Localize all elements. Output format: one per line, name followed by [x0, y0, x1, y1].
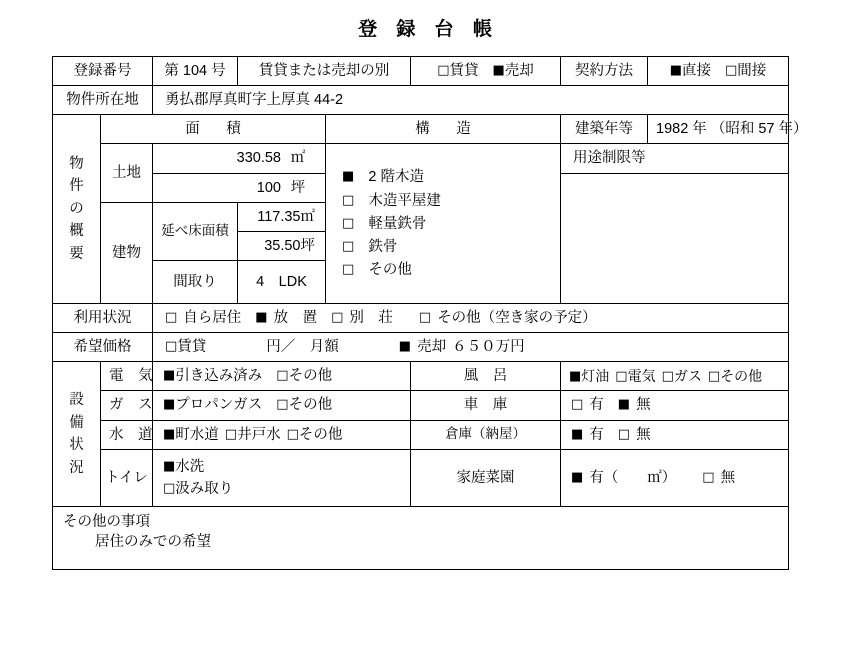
price-options	[153, 333, 788, 361]
structure-option-0-label: 2 階木造	[368, 169, 424, 186]
checkbox-usage-2-icon[interactable]: □	[331, 310, 344, 325]
table-row-overview-header	[53, 115, 789, 144]
table-row-price	[53, 333, 789, 362]
option-rent-label: 賃貸	[449, 63, 479, 79]
notes-value: 居住のみでの希望	[95, 534, 211, 550]
contract-method-value-cell	[648, 57, 789, 86]
checkbox-electricity-0-icon[interactable]: ■	[163, 368, 176, 384]
usage-status-label: 利用状況	[73, 310, 132, 326]
facility-bath-option-3[interactable]	[708, 368, 762, 386]
facility-electricity-option-0[interactable]	[163, 367, 262, 385]
table-row-address	[53, 86, 789, 115]
structure-option-4-label: その他	[368, 261, 412, 278]
facility-bath-options	[561, 363, 788, 391]
facility-storage-options	[561, 421, 788, 449]
facilities-side-label	[53, 389, 100, 479]
price-option-rent-label: 賃貸	[177, 339, 207, 356]
facility-toilet-options	[153, 450, 410, 506]
usage-option-0-label: 自ら居住	[183, 310, 242, 326]
area-header: 面 積	[185, 121, 247, 138]
facility-electricity-options	[153, 362, 410, 390]
floor-area-tsubo-value: 35.50	[264, 237, 301, 254]
overview-side-label-c3: 概	[69, 223, 84, 240]
facility-toilet-value-cell	[153, 449, 411, 506]
facility-gas-options	[153, 391, 410, 419]
facility-water-value-cell	[153, 420, 411, 449]
facility-gas-option-1-label: その他	[288, 397, 333, 414]
facility-toilet-option-0[interactable]	[163, 456, 410, 478]
contract-method-label-cell	[561, 57, 648, 86]
structure-option-3[interactable]	[342, 235, 560, 258]
checkbox-direct-icon[interactable]: ■	[669, 63, 682, 78]
facility-water-options	[153, 421, 410, 449]
checkbox-garage-1-icon[interactable]: ■	[617, 397, 631, 413]
facility-garden-value-cell	[561, 449, 789, 506]
facility-water-option-1[interactable]	[225, 426, 281, 444]
land-area-sqm-cell	[153, 144, 326, 173]
registration-number-label: 登録番号	[73, 63, 132, 79]
checkbox-garage-0-icon[interactable]: □	[571, 397, 584, 413]
usage-option-1[interactable]	[255, 309, 317, 327]
building-label: 建物	[112, 244, 141, 261]
facility-garage-option-1-label: 無	[636, 397, 651, 414]
checkbox-structure-2-icon[interactable]: □	[342, 215, 355, 231]
facility-electricity-option-0-label: 引き込み済み	[175, 368, 263, 385]
structure-header-cell	[326, 115, 561, 144]
facility-water-label-cell	[101, 420, 153, 449]
transaction-type-label: 賃貸または売却の別	[258, 63, 390, 79]
checkbox-usage-0-icon[interactable]: □	[165, 310, 178, 325]
usage-status-label-cell	[53, 304, 153, 333]
price-label-cell	[53, 333, 153, 362]
price-rent-unit: 円／ 月額	[266, 339, 339, 356]
overview-side-label	[53, 153, 100, 265]
structure-option-3-label: 鉄骨	[368, 238, 398, 255]
checkbox-bath-2-icon[interactable]: □	[661, 368, 674, 384]
facility-toilet-option-1[interactable]	[163, 478, 410, 500]
checkbox-storage-0-icon[interactable]: ■	[571, 426, 584, 442]
layout-label: 間取り	[173, 273, 217, 290]
floor-area-label: 延べ床面積	[161, 222, 229, 238]
facility-water-label: 水 道	[109, 426, 153, 443]
floor-area-tsubo-unit: 坪	[300, 237, 315, 254]
facility-bath-option-0-label: 灯油	[581, 367, 610, 384]
registration-number-value: 第 104 号	[164, 63, 226, 79]
transaction-type-options	[411, 57, 560, 85]
facility-water-option-2[interactable]	[287, 426, 343, 444]
overview-side-label-c2: の	[69, 200, 84, 217]
facility-gas-option-0[interactable]	[163, 396, 262, 414]
table-row-land-sqm	[53, 144, 789, 173]
land-label: 土地	[112, 164, 141, 181]
checkbox-bath-0-icon[interactable]: ■	[569, 368, 582, 384]
facility-bath-option-0[interactable]	[569, 368, 609, 386]
checkbox-toilet-1-icon[interactable]: □	[163, 480, 176, 496]
facility-garage-label: 車 庫	[463, 397, 508, 414]
facility-garage-label-cell	[411, 391, 561, 420]
checkbox-indirect-icon[interactable]: □	[725, 63, 738, 78]
table-row-facility-toilet	[53, 449, 789, 506]
land-area-tsubo-row	[153, 174, 325, 202]
checkbox-water-2-icon[interactable]: □	[286, 426, 299, 442]
table-row-facility-electricity	[53, 362, 789, 391]
checkbox-garden-0-icon[interactable]: ■	[571, 469, 584, 485]
build-year-label-cell	[561, 115, 648, 144]
facility-bath-option-1-label: 電気	[627, 367, 656, 384]
checkbox-water-1-icon[interactable]: □	[224, 426, 238, 442]
build-year-label: 建築年等	[575, 121, 633, 138]
facility-garage-value-cell	[561, 391, 789, 420]
build-year-value-cell	[648, 115, 808, 144]
usage-restriction-label: 用途制限等	[573, 150, 646, 167]
facility-storage-value-cell	[561, 420, 789, 449]
floor-area-values-cell	[238, 202, 326, 260]
checkbox-usage-3-icon[interactable]: □	[418, 310, 432, 325]
address-value-cell	[153, 86, 789, 115]
structure-option-2-label: 軽量鉄骨	[368, 215, 427, 232]
notes-label: その他の事項	[63, 513, 150, 530]
facilities-side-label-c0: 設	[69, 392, 84, 409]
table-row-facility-water	[53, 420, 789, 449]
checkbox-rent-icon[interactable]: □	[437, 63, 450, 78]
facility-water-option-0-label: 町水道	[175, 426, 219, 443]
facility-garage-option-0[interactable]	[571, 396, 604, 414]
option-sale[interactable]	[493, 62, 534, 80]
checkbox-storage-1-icon[interactable]: □	[617, 426, 631, 442]
land-area-tsubo-unit: 坪	[290, 179, 306, 196]
address-label: 物件所在地	[66, 92, 139, 109]
table-row-notes	[53, 506, 789, 569]
facility-storage-option-0-label: 有	[589, 426, 604, 443]
facility-bath-label-cell	[411, 362, 561, 391]
checkbox-structure-3-icon[interactable]: □	[342, 238, 355, 254]
checkbox-bath-3-icon[interactable]: □	[707, 368, 721, 384]
facility-bath-value-cell	[561, 362, 789, 391]
structure-option-0[interactable]	[342, 166, 560, 189]
land-area-tsubo-cell	[153, 173, 326, 202]
checkbox-toilet-0-icon[interactable]: ■	[163, 458, 176, 474]
facility-water-option-0[interactable]	[163, 426, 219, 444]
facility-storage-label: 倉庫（納屋）	[445, 426, 526, 442]
notes-block	[53, 507, 788, 569]
usage-status-options	[153, 304, 788, 332]
facilities-side-label-cell	[53, 362, 101, 507]
contract-method-label: 契約方法	[575, 63, 633, 79]
facility-garden-options	[561, 464, 788, 492]
facility-garage-options	[561, 391, 788, 419]
table-row-facility-gas	[53, 391, 789, 420]
facility-storage-option-1[interactable]	[618, 426, 651, 444]
facility-toilet-label-cell	[101, 449, 153, 506]
structure-option-4[interactable]	[342, 258, 560, 281]
facility-garage-option-1[interactable]	[618, 396, 651, 414]
facility-gas-label: ガ ス	[109, 397, 153, 414]
contract-method-options	[648, 57, 788, 85]
facility-garden-label-cell	[411, 449, 561, 506]
floor-area-label-cell	[153, 202, 238, 260]
checkbox-structure-4-icon[interactable]: □	[342, 261, 355, 277]
facility-bath-option-2-label: ガス	[673, 367, 702, 384]
overview-side-label-c4: 要	[69, 245, 84, 262]
overview-side-label-cell	[53, 115, 101, 304]
structure-option-1-label: 木造平屋建	[368, 192, 441, 209]
facility-toilet-label: トイレ	[105, 469, 148, 486]
structure-options-list	[326, 160, 560, 288]
overview-side-label-c1: 件	[69, 178, 84, 195]
option-direct-label: 直接	[682, 63, 711, 79]
usage-restriction-value-cell[interactable]	[561, 173, 789, 304]
usage-option-2[interactable]	[331, 309, 393, 327]
floor-area-tsubo-row	[238, 232, 325, 260]
price-option-rent[interactable]	[165, 338, 206, 356]
address-label-cell	[53, 86, 153, 115]
land-area-sqm-value: 330.58	[236, 150, 281, 167]
floor-area-sqm-row	[238, 203, 325, 232]
facility-garden-option-1-label: 無	[720, 469, 736, 486]
structure-header: 構 造	[415, 121, 477, 138]
table-row-registration	[53, 57, 789, 86]
transaction-type-value-cell	[411, 57, 561, 86]
registration-number-label-cell	[53, 57, 153, 86]
facilities-side-label-c2: 状	[69, 437, 84, 454]
facility-electricity-label-cell	[101, 362, 153, 391]
facility-electricity-option-1-label: その他	[288, 368, 333, 385]
option-indirect-label: 間接	[737, 63, 767, 79]
checkbox-garden-1-icon[interactable]: □	[702, 469, 715, 485]
floor-area-sqm-value: 117.35	[257, 208, 301, 225]
layout-value-cell	[238, 260, 326, 303]
facility-bath-option-2[interactable]	[662, 368, 702, 386]
registration-ledger-table	[52, 56, 808, 570]
floor-area-sqm-unit: ㎡	[300, 208, 315, 225]
checkbox-usage-1-icon[interactable]: ■	[255, 310, 268, 325]
usage-restriction-label-cell	[561, 144, 789, 173]
facility-bath-label: 風 呂	[463, 368, 508, 385]
facility-storage-option-1-label: 無	[636, 426, 651, 443]
price-label: 希望価格	[73, 339, 132, 356]
overview-side-label-c0: 物	[69, 155, 84, 172]
structure-options-cell	[326, 144, 561, 304]
option-sale-label: 売却	[504, 63, 534, 79]
table-row-usage-status	[53, 304, 789, 333]
facility-toilet-option-1-label: 汲み取り	[175, 480, 234, 497]
page-title: 登 録 台 帳	[358, 19, 499, 40]
checkbox-bath-1-icon[interactable]: □	[615, 368, 628, 384]
option-direct[interactable]	[670, 62, 711, 80]
usage-option-3[interactable]	[419, 309, 597, 327]
layout-label-cell	[153, 260, 238, 303]
price-option-sale[interactable]	[399, 338, 446, 356]
checkbox-structure-1-icon[interactable]: □	[342, 192, 355, 208]
land-area-sqm-row	[153, 144, 325, 172]
address-value: 勇払郡厚真町字上厚真 44-2	[165, 92, 344, 109]
transaction-type-label-cell	[238, 57, 411, 86]
land-area-tsubo-value: 100	[256, 179, 281, 196]
checkbox-sale-icon[interactable]: ■	[492, 63, 505, 78]
price-value-cell	[153, 333, 789, 362]
layout-value: 4 LDK	[256, 273, 307, 290]
usage-option-3-label: その他（空き家の予定）	[437, 310, 597, 326]
option-rent[interactable]	[437, 62, 478, 80]
price-sale-value: ６５０万円	[452, 339, 525, 356]
facility-water-option-1-label: 井戸水	[237, 426, 281, 443]
facility-toilet-option-0-label: 水洗	[175, 458, 205, 475]
usage-option-2-label: 別 荘	[349, 310, 393, 326]
checkbox-price-rent-icon[interactable]: □	[165, 339, 178, 355]
facility-bath-option-1[interactable]	[615, 368, 655, 386]
facility-gas-label-cell	[101, 391, 153, 420]
facilities-side-label-c1: 備	[69, 414, 84, 431]
usage-status-value-cell	[153, 304, 789, 333]
facility-bath-option-3-label: その他	[720, 367, 763, 384]
build-year-value: 1982 年 （昭和 57 年）	[656, 121, 808, 138]
land-area-sqm-unit: ㎡	[290, 150, 306, 167]
usage-option-1-label: 放 置	[273, 310, 318, 326]
checkbox-water-0-icon[interactable]: ■	[163, 426, 176, 442]
facility-water-option-2-label: その他	[298, 426, 343, 443]
land-label-cell	[101, 144, 153, 202]
facility-electricity-option-1[interactable]	[276, 367, 332, 385]
facility-garden-option-1[interactable]	[702, 469, 735, 487]
checkbox-price-sale-icon[interactable]: ■	[398, 339, 412, 355]
facility-garden-option-0[interactable]	[571, 469, 676, 487]
option-indirect[interactable]	[725, 62, 766, 80]
registration-number-value-cell	[153, 57, 238, 86]
building-label-cell	[101, 202, 153, 303]
facility-gas-option-1[interactable]	[276, 396, 332, 414]
facility-gas-option-0-label: プロパンガス	[175, 397, 263, 414]
notes-cell	[53, 506, 789, 569]
facility-electricity-label: 電 気	[109, 368, 153, 385]
usage-option-0[interactable]	[165, 309, 241, 327]
facility-garden-label: 家庭菜園	[456, 469, 515, 486]
facility-storage-option-0[interactable]	[571, 426, 604, 444]
area-header-cell	[101, 115, 326, 144]
structure-option-1[interactable]	[342, 189, 560, 212]
facility-gas-value-cell	[153, 391, 411, 420]
facilities-side-label-c3: 況	[69, 459, 84, 476]
checkbox-structure-0-icon[interactable]: ■	[342, 169, 355, 185]
facility-garage-option-0-label: 有	[589, 397, 604, 414]
structure-option-2[interactable]	[342, 212, 560, 235]
checkbox-gas-0-icon[interactable]: ■	[163, 397, 176, 413]
checkbox-electricity-1-icon[interactable]: □	[276, 368, 289, 384]
price-option-sale-label: 売却	[417, 339, 447, 356]
facility-garden-option-0-label: 有（ ㎡）	[589, 469, 677, 486]
checkbox-gas-1-icon[interactable]: □	[276, 397, 289, 413]
facility-electricity-value-cell	[153, 362, 411, 391]
facility-storage-label-cell	[411, 420, 561, 449]
